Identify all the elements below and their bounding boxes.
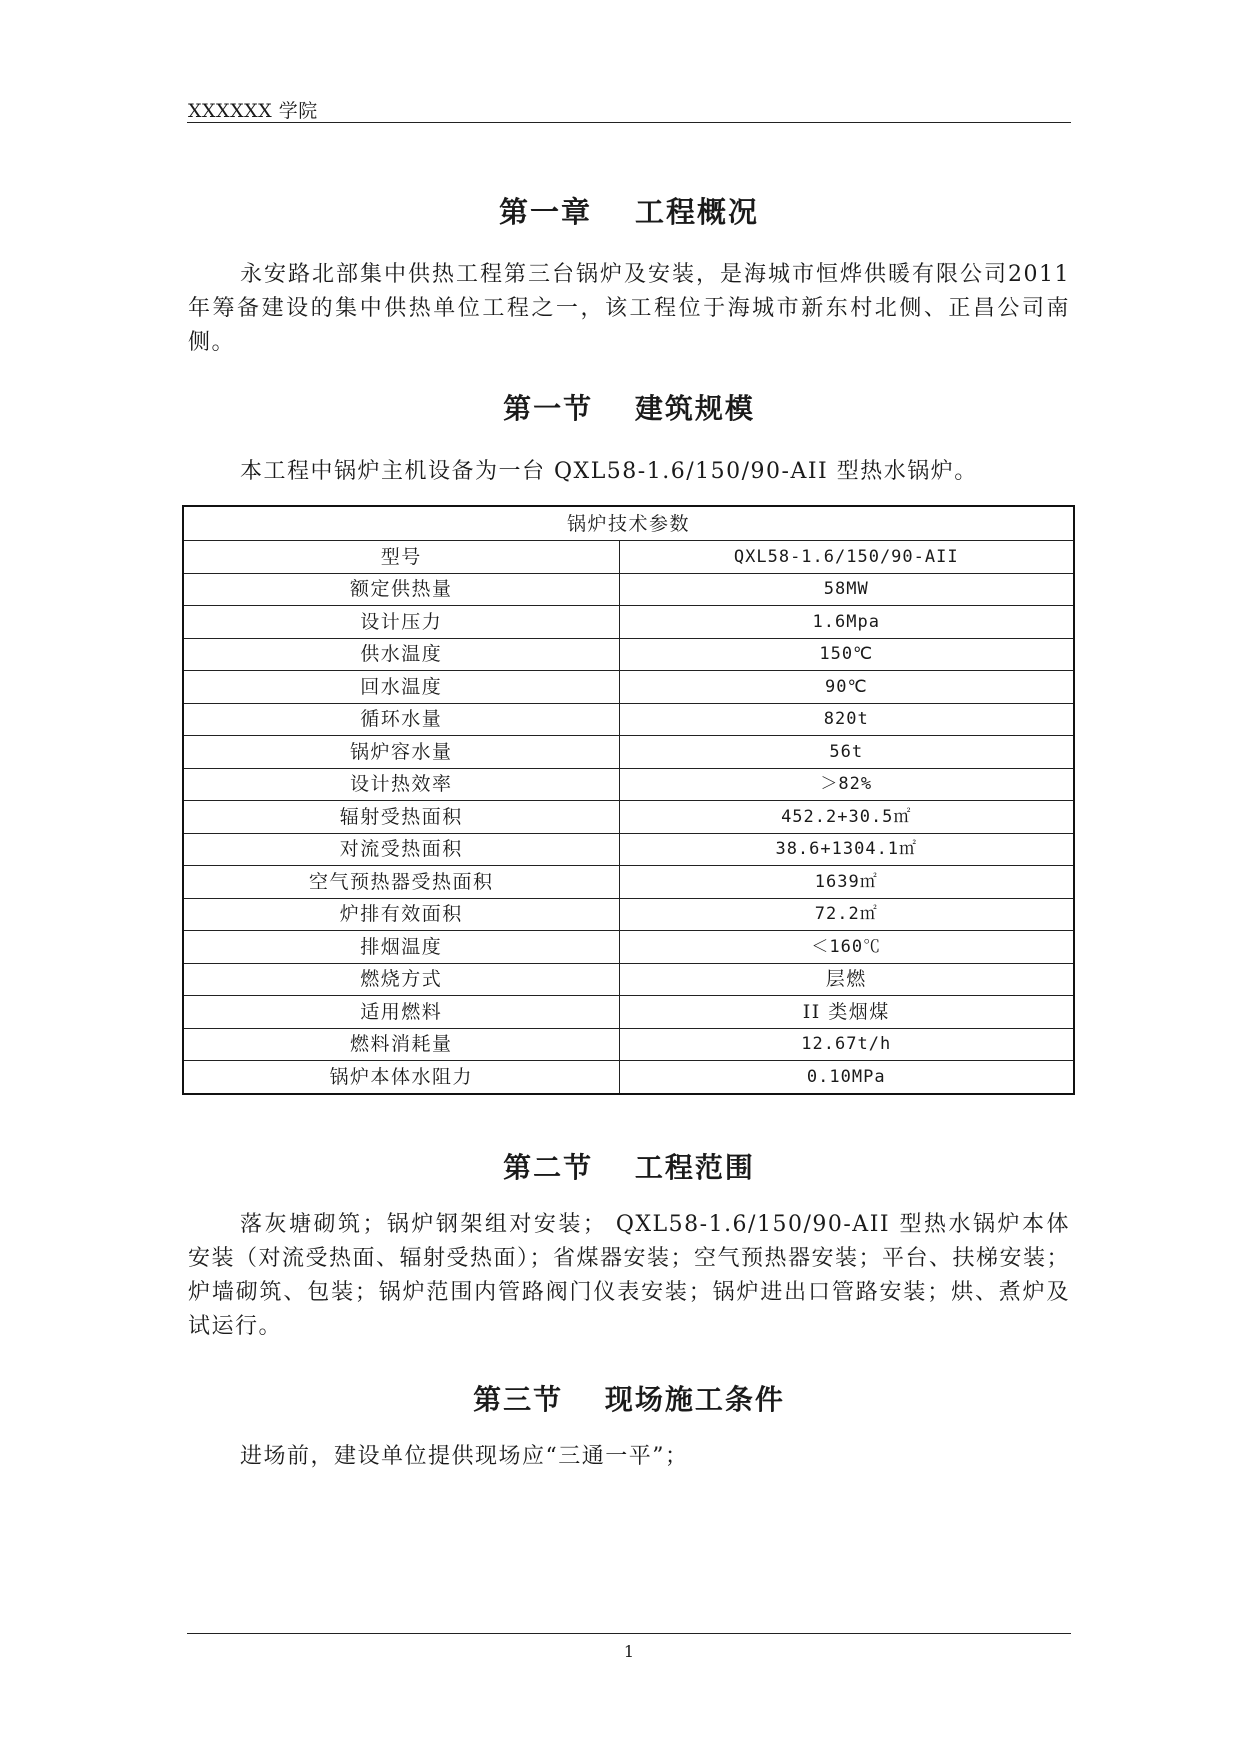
param-value: 层燃: [619, 963, 1074, 996]
param-value: 58MW: [619, 573, 1074, 606]
param-label: 空气预热器受热面积: [183, 866, 619, 899]
param-value: 90℃: [619, 671, 1074, 704]
table-row: [183, 638, 1074, 671]
chapter-intro-paragraph: 永安路北部集中供热工程第三台锅炉及安装，是海城市恒烨供暖有限公司2011 年筹备建设的集中供热单位工程之一，该工程位于海城市新东村北侧、正昌公司南侧。: [188, 262, 1070, 355]
page-number: 1: [623, 1642, 635, 1661]
table-row: [183, 866, 1074, 899]
table-row: [183, 1028, 1074, 1061]
param-label: 辐射受热面积: [183, 801, 619, 834]
param-value: QXL58-1.6/150/90-AII: [619, 541, 1074, 574]
param-value: 12.67t/h: [619, 1028, 1074, 1061]
param-value: ＞82%: [619, 768, 1074, 801]
section-2-paragraph: 落灰塘砌筑；锅炉钢架组对安装； QXL58-1.6/150/90-AII 型热水锅炉本体安装（对流受热面、辐射受热面）；省煤器安装；空气预热器安装；平台、扶梯安装；炉墙砌筑、包装；锅炉范围内管路阀门仪表安装；锅炉进出口管路安装；烘、煮炉及试运行。: [188, 1212, 1071, 1339]
table-row: [183, 768, 1074, 801]
section-2-title: 第二节 工程范围: [503, 1151, 755, 1184]
param-value: 1.6Mpa: [619, 606, 1074, 639]
param-label: 回水温度: [183, 671, 619, 704]
section-3-title: 第三节 现场施工条件: [473, 1383, 785, 1416]
section-3-paragraph: 进场前，建设单位提供现场应“三通一平”；: [240, 1444, 689, 1469]
boiler-spec-table: [182, 505, 1075, 1095]
header-institution: XXXXXX 学院: [188, 100, 318, 122]
param-label: 对流受热面积: [183, 833, 619, 866]
table-row: [183, 833, 1074, 866]
table-row: [183, 671, 1074, 704]
footer-divider: [187, 1633, 1071, 1634]
chapter-title: 第一章 工程概况: [498, 195, 760, 229]
header-divider: [187, 122, 1071, 123]
param-value: 72.2㎡: [619, 898, 1074, 931]
param-value: 56t: [619, 736, 1074, 769]
section-1-paragraph: 本工程中锅炉主机设备为一台 QXL58-1.6/150/90-AII 型热水锅炉。: [240, 459, 978, 484]
table-row: [183, 541, 1074, 574]
table-row: [183, 736, 1074, 769]
param-value: ＜160℃: [619, 931, 1074, 964]
param-label: 燃料消耗量: [183, 1028, 619, 1061]
param-value: II 类烟煤: [619, 996, 1074, 1029]
table-row: [183, 606, 1074, 639]
param-label: 炉排有效面积: [183, 898, 619, 931]
param-label: 排烟温度: [183, 931, 619, 964]
table-caption-row: [183, 506, 1074, 541]
table-caption: 锅炉技术参数: [183, 506, 1074, 541]
param-label: 循环水量: [183, 703, 619, 736]
table-row: [183, 573, 1074, 606]
table-row: [183, 801, 1074, 834]
section-1-title: 第一节 建筑规模: [503, 392, 755, 425]
table-row: [183, 963, 1074, 996]
param-label: 设计热效率: [183, 768, 619, 801]
param-label: 设计压力: [183, 606, 619, 639]
param-value: 452.2+30.5㎡: [619, 801, 1074, 834]
param-label: 适用燃料: [183, 996, 619, 1029]
param-value: 150℃: [619, 638, 1074, 671]
table-row: [183, 931, 1074, 964]
param-label: 锅炉容水量: [183, 736, 619, 769]
table-row: [183, 1061, 1074, 1094]
param-label: 型号: [183, 541, 619, 574]
table-row: [183, 996, 1074, 1029]
param-label: 锅炉本体水阻力: [183, 1061, 619, 1094]
param-value: 0.10MPa: [619, 1061, 1074, 1094]
param-value: 1639㎡: [619, 866, 1074, 899]
param-label: 燃烧方式: [183, 963, 619, 996]
param-value: 820t: [619, 703, 1074, 736]
table-row: [183, 703, 1074, 736]
param-label: 额定供热量: [183, 573, 619, 606]
table-row: [183, 898, 1074, 931]
param-label: 供水温度: [183, 638, 619, 671]
param-value: 38.6+1304.1㎡: [619, 833, 1074, 866]
